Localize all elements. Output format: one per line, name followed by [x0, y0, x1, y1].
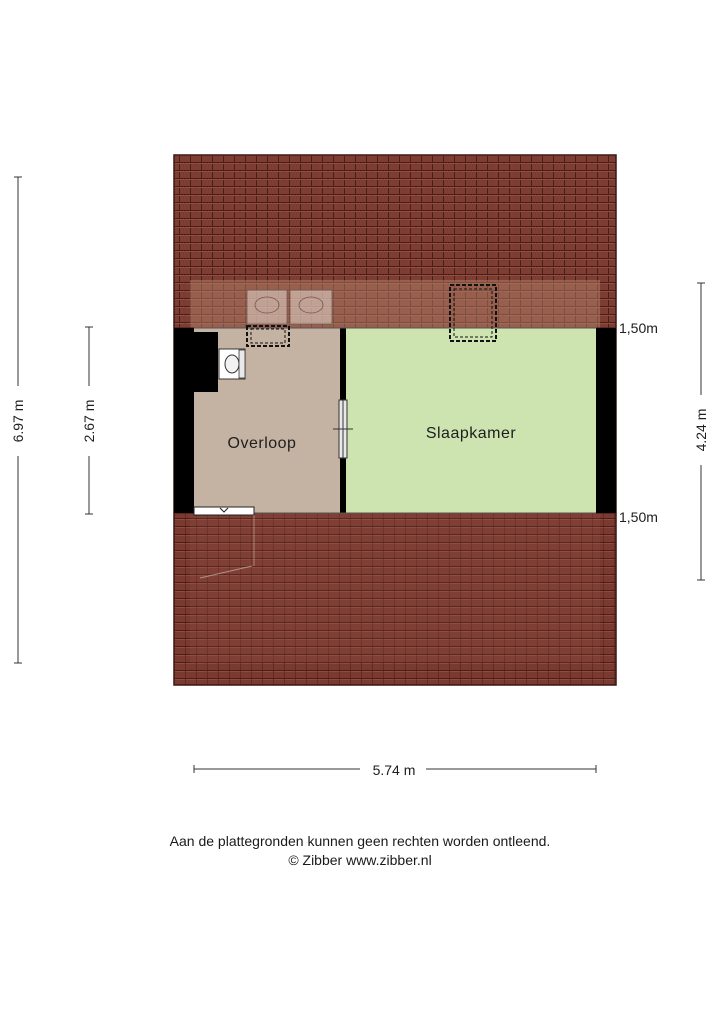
room-label-bedroom: Slaapkamer	[425, 425, 517, 442]
svg-text:2.67 m: 2.67 m	[81, 399, 97, 443]
bedroom-floor	[346, 328, 596, 513]
dimension-landing-depth	[81, 327, 97, 514]
dimension-total-width	[194, 760, 596, 778]
svg-text:6.97 m: 6.97 m	[10, 399, 26, 443]
roof-lower-strip	[190, 513, 600, 663]
knee-wall-top-label: 1,50m	[619, 320, 658, 336]
wall-left	[174, 328, 194, 513]
room-label-landing: Overloop	[227, 435, 297, 452]
dimension-total-depth	[10, 177, 26, 663]
copyright-text: © Zibber www.zibber.nl	[288, 852, 432, 868]
disclaimer-text: Aan de plattegronden kunnen geen rechten worden ontleend.	[169, 833, 551, 849]
wall-left-block	[194, 332, 218, 392]
svg-text:5.74 m: 5.74 m	[372, 762, 416, 778]
svg-text:4.24 m: 4.24 m	[693, 408, 709, 452]
wall-right	[596, 328, 616, 513]
knee-wall-bottom-label: 1,50m	[619, 509, 658, 525]
dimension-bedroom-depth	[693, 283, 709, 580]
toilet-icon	[219, 349, 245, 379]
